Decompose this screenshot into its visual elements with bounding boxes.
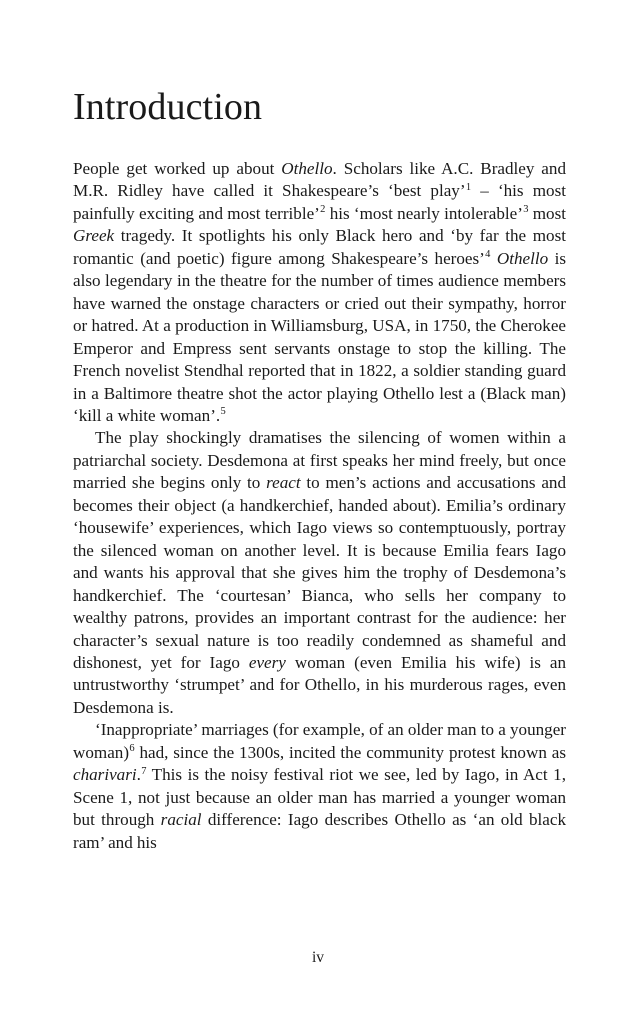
oldstyle-number: 1 bbox=[119, 787, 129, 807]
body-text-column bbox=[73, 158, 566, 854]
para-2 bbox=[73, 427, 566, 719]
oldstyle-number: 1822 bbox=[358, 361, 393, 381]
text-run: ‘Inappropriate’ marriages (for example, of an older man to a younger woman) bbox=[73, 720, 566, 762]
text-run: tragedy. It spotlights his only Black hero and ‘by far the most romantic (and poetic) figure among Shakespeare’s heroes’ bbox=[73, 226, 566, 268]
text-run: difference: Iago describes Othello as ‘an old black ram’ and his bbox=[73, 810, 566, 852]
text-run: had, since the bbox=[134, 742, 240, 762]
italic-phrase: Othello bbox=[496, 248, 549, 268]
page-title: Introduction bbox=[73, 86, 263, 128]
italic-phrase: racial bbox=[160, 810, 202, 830]
italic-phrase: react bbox=[266, 473, 301, 493]
italic-phrase: Greek bbox=[73, 226, 115, 246]
text-run: The play shockingly dramatises the silencing of women within a patriarchal society. Desdemona at first speaks her mind freely, but once married she begins only to bbox=[73, 428, 566, 493]
text-run: , the Cherokee Emperor and Empress sent servants onstage to stop the killing. The French novelist Stendhal reported that in bbox=[73, 316, 566, 381]
text-run: . Scholars like A.C. Bradley and M.R. Ridley have called it Shakespeare’s ‘best play’ bbox=[73, 159, 566, 201]
footnote-marker: 3 bbox=[523, 204, 529, 216]
text-run: This is the noisy festival riot we see, led by Iago, in Act bbox=[146, 765, 554, 785]
oldstyle-number: 1750 bbox=[432, 316, 467, 336]
para-3 bbox=[73, 719, 566, 854]
text-run: is also legendary in the theatre for the number of times audience members have warned the onstage characters or cried out their sympathy, horror or hatred. At a production in Williamsburg, USA, in bbox=[73, 248, 566, 336]
text-run: , incited the community protest known as bbox=[279, 742, 566, 762]
footnote-marker: 6 bbox=[129, 743, 135, 755]
text-run: . bbox=[136, 765, 141, 785]
footnote-marker: 5 bbox=[220, 406, 226, 418]
oldstyle-number: 1300s bbox=[239, 742, 280, 762]
text-run: to men’s actions and accusations and becomes their object (a handkerchief, handed about). Emilia’s ordinary ‘housewife’ experiences, which Iago views so contemptuously, portray the silenced woman on another level. It is because Emilia fears Iago and wants his approval that she gives him the trophy of Desdemona’s handkerchief. The ‘courtesan’ Bianca, who sells her company to wealthy patrons, provides an important contrast for the audience: her character’s sexual nature is too readily condemned as shameful and dishonest, yet for Iago bbox=[73, 473, 566, 672]
footnote-marker: 4 bbox=[485, 249, 491, 261]
text-run: – ‘his most painfully exciting and most terrible’ bbox=[73, 181, 566, 223]
text-run: most bbox=[528, 203, 566, 223]
italic-phrase: charivari bbox=[73, 765, 137, 785]
page-number: iv bbox=[311, 949, 325, 966]
italic-phrase: Othello bbox=[281, 159, 333, 178]
text-run: People get worked up about bbox=[73, 159, 282, 178]
text-run: his ‘most nearly intolerable’ bbox=[325, 203, 523, 223]
text-run: , a soldier standing guard in a Baltimore theatre shot the actor playing Othello lest a (Black man) ‘kill a white woman’. bbox=[73, 361, 566, 425]
text-run: woman (even Emilia his wife) is an untrustworthy ‘strumpet’ and for Othello, in his murderous rages, even Desdemona is. bbox=[73, 652, 566, 717]
italic-phrase: every bbox=[248, 652, 286, 672]
footnote-marker: 7 bbox=[141, 765, 147, 777]
footnote-marker: 2 bbox=[320, 204, 326, 216]
oldstyle-number: 1 bbox=[553, 765, 562, 785]
text-run: , not just because an older man has married a younger woman but through bbox=[73, 787, 566, 830]
text-run: , Scene bbox=[73, 765, 566, 807]
para-1 bbox=[73, 158, 566, 427]
footnote-marker: 1 bbox=[465, 181, 472, 193]
